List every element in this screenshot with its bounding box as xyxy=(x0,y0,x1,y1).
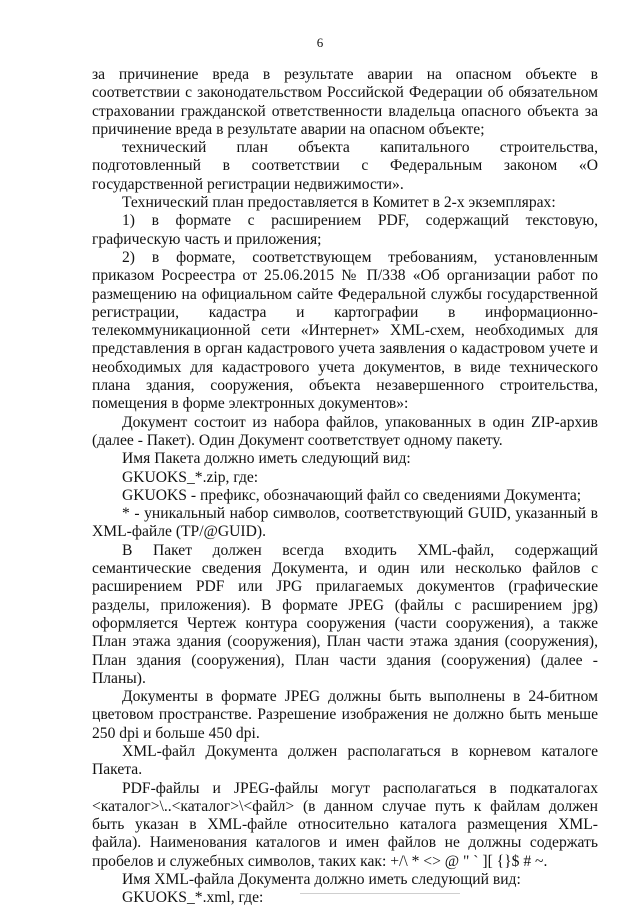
paragraph-guid: * - уникальный набор символов, соответствующий GUID, указанный в XML-файле (TP/@GUID). xyxy=(92,505,598,541)
paragraph-package-contents: В Пакет должен всегда входить XML-файл, содержащий семантические сведения Документа, и один или несколько файлов с расширением PDF или JPG прилагаемых документов (графические разделы, приложения). В формате JPEG (файлы с расширением jpg) оформляется Чертеж контура сооружения (части сооружения), а также План этажа здания (сооружения), План части этажа здания (сооружения), План здания (сооружения), План части здания (сооружения) (далее - Планы). xyxy=(92,541,598,687)
paragraph-package-name: Имя Пакета должно иметь следующий вид: xyxy=(122,450,411,468)
paragraph-xml-location: XML-файл Документа должен располагаться в корневом каталоге Пакета. xyxy=(92,742,598,779)
paragraph-pdf-format: 1) в формате с расширением PDF, содержащий текстовую, графическую часть и приложения; xyxy=(92,212,598,248)
page-number: 6 xyxy=(316,35,324,50)
paragraph-continuation: за причинение вреда в результате аварии на опасном объекте в соответствии с законодательством Российской Федерации об обязательном страховании гражданской ответственности владельца опасного объекта за причинение вреда в результате аварии на опасном объекте; xyxy=(92,66,598,138)
paragraph-subdirectories: PDF-файлы и JPEG-файлы могут располагаться в подкаталогах <каталог>\..<каталог>\<файл> (в данном случае путь к файлам должен быть указан в XML-файле относительно каталога размещения XML-файла). Наименования каталогов и имен файлов не должны содержать пробелов и служебных символов, таких как: +/\ * <> @ " ` ][ {}$ # ~. xyxy=(92,779,598,870)
paragraph-prefix: GKUOKS - префикс, обозначающий файл со сведениями Документа; xyxy=(122,486,582,504)
paragraph-copies: Технический план предоставляется в Комитет в 2-х экземплярах: xyxy=(122,194,556,212)
paragraph-xml-name: Имя XML-файла Документа должно иметь следующий вид: xyxy=(122,871,521,889)
paragraph-xml-format: 2) в формате, соответствующем требованиям, установленным приказом Росреестра от 25.06.2015 № П/338 «Об организации работ по размещению на официальном сайте Федеральной службы государственной регистрации, кадастра и картографии в информационно-телекоммуникационной сети «Интернет» XML-схем, необходимых для представления в орган кадастрового учета заявления о кадастровом учете и необходимых для кадастрового учета документов, в виде технического плана здания, сооружения, объекта незавершенного строительства, помещения в форме электронных документов»: xyxy=(92,248,598,413)
document-body xyxy=(92,66,598,908)
paragraph-jpeg-requirements: Документы в формате JPEG должны быть выполнены в 24-битном цветовом пространстве. Разрешение изображения не должно быть меньше 250 dpi и больше 450 dpi. xyxy=(92,688,598,742)
paragraph-xml-pattern: GKUOKS_*.xml, где: xyxy=(122,889,264,907)
paragraph-zip-pattern: GKUOKS_*.zip, где: xyxy=(122,468,259,486)
paragraph-zip-package: Документ состоит из набора файлов, упакованных в один ZIP-архив (далее - Пакет). Один Документ соответствует одному пакету. xyxy=(92,413,598,449)
paragraph-technical-plan: технический план объекта капитального строительства, подготовленный в соответствии с Федеральным законом «О государственной регистрации недвижимости». xyxy=(92,139,598,193)
footer-divider xyxy=(300,893,460,894)
